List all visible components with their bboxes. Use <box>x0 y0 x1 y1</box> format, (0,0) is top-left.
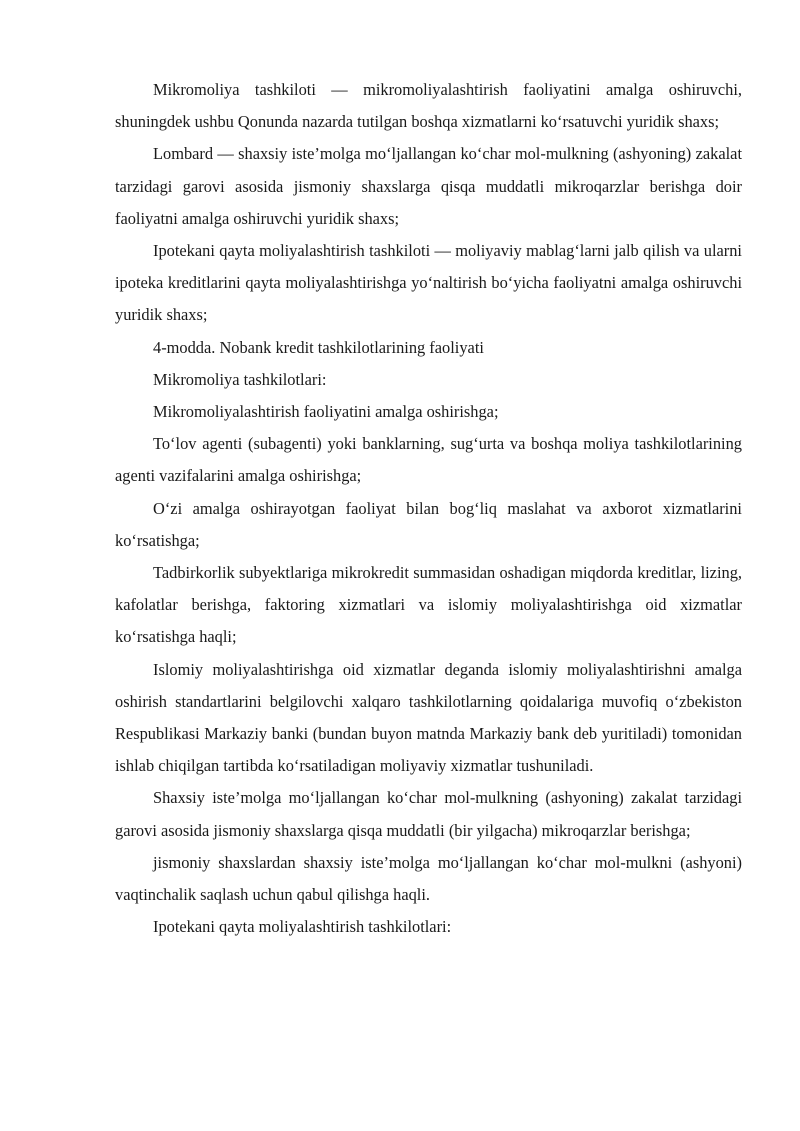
islamic-finance-explanation: Islomiy moliyalashtirishga oid xizmatlar deganda islomiy moliyalashtirishni amalga oshirish standartlarini belgilovchi xalqaro tashkilotlarning qoidalariga muvofiq o‘zbekiston Respublikasi Markaziy banki (bundan buyon matnda Markaziy bank deb yuritiladi) tomonidan ishlab chiqilgan tartibda ko‘rsatiladigan moliyaviy xizmatlar tushuniladi. <box>115 659 742 776</box>
list-item-safekeeping: jismoniy shaxslardan shaxsiy iste’molga mo‘ljallangan ko‘char mol-mulkni (ashyoni) vaqtinchalik saqlash uchun qabul qilishga haqli. <box>115 852 742 905</box>
list-item-payment-agent: To‘lov agenti (subagenti) yoki banklarning, sug‘urta va boshqa moliya tashkilotlarining agenti vazifalarini amalga oshirishga; <box>115 434 742 486</box>
document-page <box>115 74 742 943</box>
list-item-pawn-loans: Shaxsiy iste’molga mo‘ljallangan ko‘char mol-mulkning (ashyoning) zakalat tarzidagi garovi asosida jismoniy shaxslarga qisqa muddatli (bir yilgacha) mikroqarzlar berishga; <box>115 788 742 840</box>
definition-mortgage-refinancing-organization: Ipotekani qayta moliyalashtirish tashkiloti — moliyaviy mablag‘larni jalb qilish va ularni ipoteka kreditlarini qayta moliyalashtirishga yo‘naltirish bo‘yicha faoliyatni amalga oshiruvchi yuridik shaxs; <box>115 241 742 325</box>
list-item-microfinancing: Mikromoliyalashtirish faoliyatini amalga oshirishga; <box>153 402 499 422</box>
definition-pawnshop: Lombard — shaxsiy iste’molga mo‘ljallangan ko‘char mol-mulkning (ashyoning) zakalat tarzidagi garovi asosida jismoniy shaxslarga qisqa muddatli mikroqarzlar berishga doir faoliyatni amalga oshiruvchi yuridik shaxs; <box>115 144 742 228</box>
list-intro-microfinance: Mikromoliya tashkilotlari: <box>153 369 327 389</box>
list-item-business-credit: Tadbirkorlik subyektlariga mikrokredit summasidan oshadigan miqdorda kreditlar, lizing, kafolatlar berishga, faktoring xizmatlari va islomiy moliyalashtirishga oid xizmatlar ko‘rsatishga haqli; <box>115 563 742 647</box>
article-heading: 4-modda. Nobank kredit tashkilotlarining faoliyati <box>153 337 484 357</box>
definition-microfinance-organization: Mikromoliya tashkiloti — mikromoliyalashtirish faoliyatini amalga oshiruvchi, shuningdek ushbu Qonunda nazarda tutilgan boshqa xizmatlarni ko‘rsatuvchi yuridik shaxs; <box>115 80 742 132</box>
list-intro-mortgage-refinancing: Ipotekani qayta moliyalashtirish tashkilotlari: <box>153 917 452 937</box>
list-item-consulting: O‘zi amalga oshirayotgan faoliyat bilan bog‘liq maslahat va axborot xizmatlarini ko‘rsatishga; <box>115 498 742 550</box>
